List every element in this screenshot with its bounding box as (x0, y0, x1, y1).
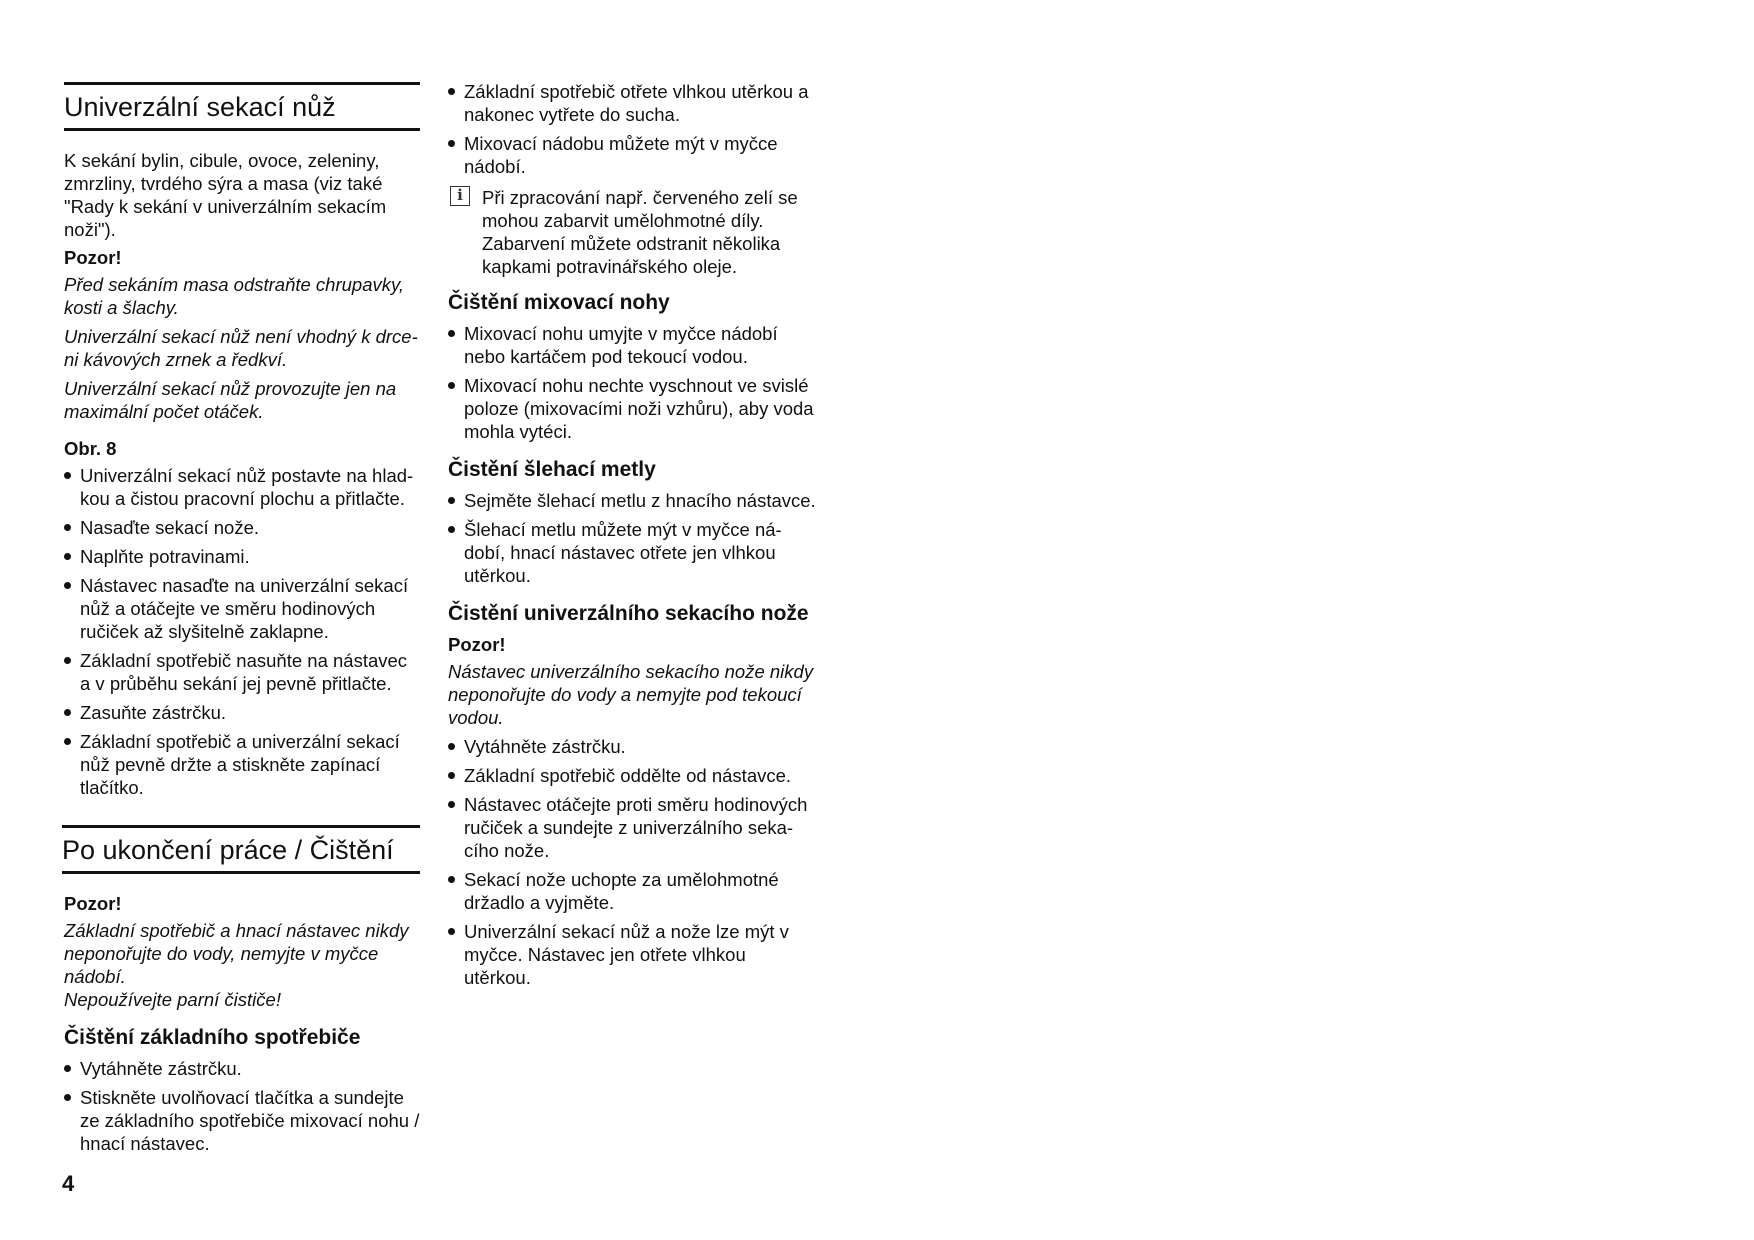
whisk-cleaning-list (448, 489, 816, 587)
list-item: Nasaďte sekací nože. (64, 516, 420, 539)
base-unit-cleaning-list (64, 1057, 420, 1155)
list-item: Základní spotřebič a univerzální sekací nůž pevně držte a stiskněte zapínací tlačítko. (64, 730, 420, 799)
list-item: Mixovací nohu nechte vyschnout ve svislé poloze (mixovacími noži vzhůru), aby voda mohla vytéci. (448, 374, 816, 443)
chopper-steps-list (64, 464, 420, 799)
sub-heading-chopper-cleaning: Čistění univerzálního sekacího nože (448, 602, 809, 625)
info-icon: i (450, 186, 470, 206)
list-item: Nástavec otáčejte proti směru hodinových ručiček a sundejte z univerzálního seka-cího nože. (448, 793, 816, 862)
list-item: Mixovací nohu umyjte v myčce nádobí nebo kartáčem pod tekoucí vodou. (448, 322, 816, 368)
sub-heading-base-unit-cleaning: Čištění základního spotřebiče (64, 1026, 361, 1049)
sub-heading-mix-leg-cleaning: Čištění mixovací nohy (448, 291, 670, 314)
list-item: Nástavec nasaďte na univerzální sekací nůž a otáčejte ve směru hodinových ručiček až slyšitelně zaklapne. (64, 574, 420, 643)
list-item: Základní spotřebič otřete vlhkou utěrkou a nakonec vytřete do sucha. (448, 80, 816, 126)
list-item: Vytáhněte zástrčku. (448, 735, 816, 758)
caution-label: Pozor! (64, 247, 122, 268)
list-item: Naplňte potravinami. (64, 545, 420, 568)
list-item: Sekací nože uchopte za umělohmotné držadlo a vyjměte. (448, 868, 816, 914)
caution-text: Univerzální sekací nůž není vhodný k drce-ni kávových zrnek a ředkví. (64, 326, 418, 370)
caution-text: Nástavec univerzálního sekacího nože nikdy neponořujte do vody a nemyjte pod tekoucí vodou. (448, 661, 814, 728)
section-title-universal-chopper: Univerzální sekací nůž (64, 82, 420, 131)
continued-steps-list (448, 80, 816, 178)
mix-leg-cleaning-list (448, 322, 816, 443)
caution-text: Základní spotřebič a hnací nástavec nikdy neponořujte do vody, nemyjte v myčce nádobí. (64, 920, 409, 987)
caution-text: Univerzální sekací nůž provozujte jen na maximální počet otáček. (64, 378, 397, 422)
right-column (448, 80, 816, 995)
chopper-cleaning-list (448, 735, 816, 989)
caution-label: Pozor! (448, 634, 506, 655)
left-column (64, 82, 420, 1161)
info-text: Při zpracování např. červeného zelí se mohou zabarvit umělohmotné díly. Zabarvení můžete odstranit několika kapkami potravinářského oleje. (482, 187, 798, 277)
list-item: Univerzální sekací nůž postavte na hlad-kou a čistou pracovní plochu a přitlačte. (64, 464, 420, 510)
caution-label: Pozor! (64, 893, 122, 914)
info-note (448, 186, 816, 278)
sub-heading-whisk-cleaning: Čistění šlehací metly (448, 458, 656, 481)
list-item: Zasuňte zástrčku. (64, 701, 420, 724)
list-item: Vytáhněte zástrčku. (64, 1057, 420, 1080)
page-number: 4 (62, 1171, 75, 1196)
list-item: Stiskněte uvolňovací tlačítka a sundejte ze základního spotřebiče mixovací nohu / hnací nástavec. (64, 1086, 420, 1155)
list-item: Mixovací nádobu můžete mýt v myčce nádobí. (448, 132, 816, 178)
caution-text: Nepoužívejte parní čističe! (64, 989, 281, 1010)
list-item: Základní spotřebič oddělte od nástavce. (448, 764, 816, 787)
list-item: Základní spotřebič nasuňte na nástavec a v průběhu sekání jej pevně přitlačte. (64, 649, 420, 695)
figure-label: Obr. 8 (64, 438, 117, 459)
list-item: Šlehací metlu můžete mýt v myčce ná-dobí, hnací nástavec otřete jen vlhkou utěrkou. (448, 518, 816, 587)
caution-text: Před sekáním masa odstraňte chrupavky, kosti a šlachy. (64, 274, 405, 318)
chopper-intro: K sekání bylin, cibule, ovoce, zeleniny, zmrzliny, tvrdého sýra a masa (viz také "Rady k sekání v univerzálním sekacím noži"). (64, 150, 387, 240)
list-item: Univerzální sekací nůž a nože lze mýt v myčce. Nástavec jen otřete vlhkou utěrkou. (448, 920, 816, 989)
section-title-after-work-cleaning: Po ukončení práce / Čištění (62, 825, 420, 874)
list-item: Sejměte šlehací metlu z hnacího nástavce. (448, 489, 816, 512)
